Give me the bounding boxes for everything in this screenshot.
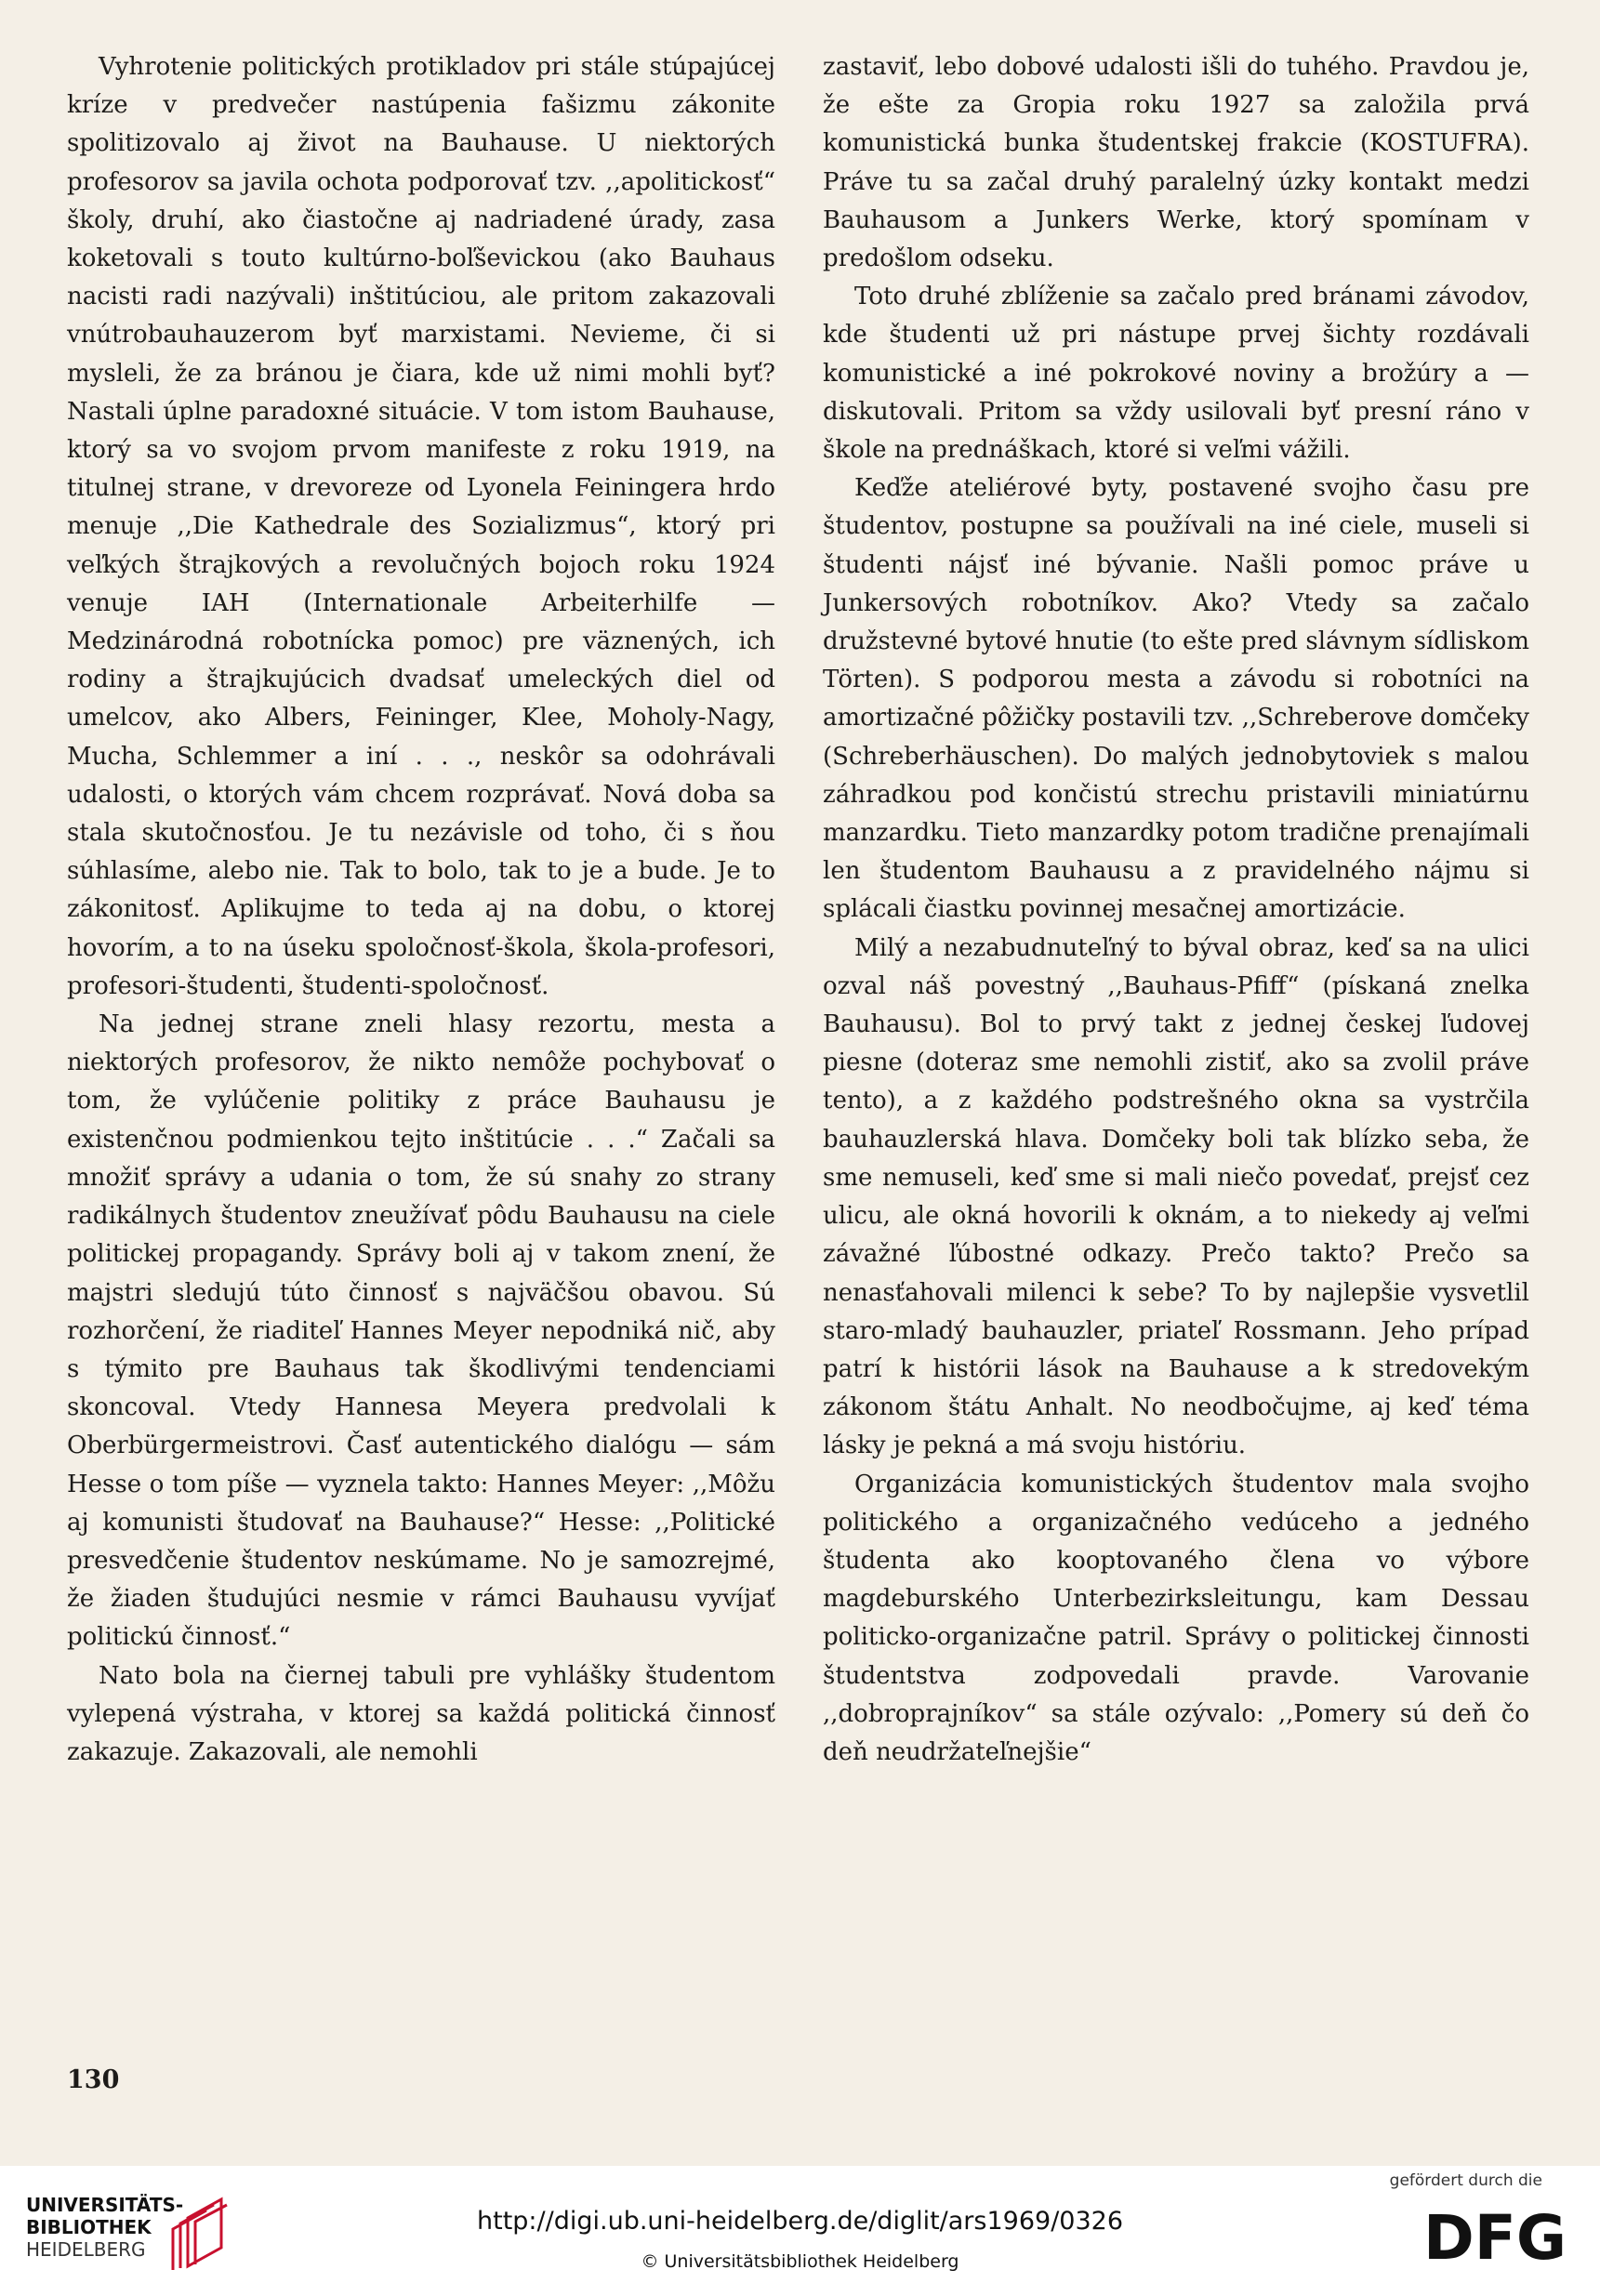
left-text-column <box>67 48 775 1772</box>
library-name-line: BIBLIOTHEK <box>26 2216 152 2238</box>
paragraph: Organizácia komunistických študentov mala svojho politického a organizačného vedúceho a jedného študenta ako kooptovaného člena vo výbore magdeburského Unterbezirksleitungu, kam Dessau politicko-organizačne patril. Správy o politickej činnosti študentstva zodpovedali pravde. Varovanie ,,dobroprajníkov“ sa stále ozývalo: ,,Pomery sú deň čo deň neudržateľnejšie“ <box>823 1470 1529 1766</box>
library-name-line: UNIVERSITÄTS- <box>26 2194 184 2216</box>
page-number: 130 <box>67 2065 120 2094</box>
right-text-column <box>823 48 1529 1772</box>
funded-by-label: gefördert durch die <box>1389 2171 1542 2190</box>
paragraph: Vyhrotenie politických protikladov pri stále stúpajúcej kríze v predvečer nastúpenia fašizmu zákonite spolitizovalo aj život na Bauhause. U niektorých profesorov sa javila ochota podporovať tzv. ,,apolitickosť“ školy, druhí, ako čiastočne aj nadriadené úrady, zasa koketovali s touto kultúrno-boľševickou (ako Bauhaus nacisti radi nazývali) inštitúciou, ale pritom zakazovali vnútrobauhauzerom byť marxistami. Nevieme, či si mysleli, že za bránou je čiara, kde už nimi mohli byť? Nastali úplne paradoxné situácie. V tom istom Bauhause, ktorý sa vo svojom prvom manifeste z roku 1919, na titulnej strane, v drevoreze od Lyonela Feiningera hrdo menuje ,,Die Kathedrale des Sozializmus“, ktorý pri veľkých štrajkových a revolučných bojoch roku 1924 venuje IAH (Internationale Arbeiterhilfe — Medzinárodná robotnícka pomoc) pre väznených, ich rodiny a štrajkujúcich dvadsať umeleckých diel od umelcov, ako Albers, Feininger, Klee, Moholy-Nagy, Mucha, Schlemmer a iní . . ., neskôr sa odohrávali udalosti, o ktorých vám chcem rozprávať. Nová doba sa stala skutočnosťou. Je tu nezávisle od toho, či s ňou súhlasíme, alebo nie. Tak to bolo, tak to je a bude. Je to zákonitosť. Aplikujme to teda aj na dobu, o ktorej hovorím, a to na úseku spoločnosť-škola, škola-profesori, profesori-študenti, študenti-spoločnosť. <box>67 53 775 1000</box>
paragraph: Keďže ateliérové byty, postavené svojho času pre študentov, postupne sa používali na iné ciele, museli si študenti nájsť iné bývanie. Našli pomoc práve u Junkersových robotníkov. Ako? Vtedy sa začalo družstevné bytové hnutie (to ešte pred slávnym sídliskom Törten). S podporou mesta a závodu si robotníci na amortizačné pôžičky postavili tzv. ,,Schreberove domčeky (Schreberhäuschen). Do malých jednobytoviek s malou záhradkou pod končistú strechu pristavili miniatúrnu manzardku. Tieto manzardky potom tradične prenajímali len študentom Bauhausu a z pravidelného nájmu si splácali čiastku povinnej mesačnej amortizácie. <box>823 474 1529 924</box>
paragraph: Na jednej strane zneli hlasy rezortu, mesta a niektorých profesorov, že nikto nemôže pochybovať o tom, že vylúčenie politiky z práce Bauhausu je existenčnou podmienkou tejto inštitúcie . . .“ Začali sa množiť správy a udania o tom, že sú snahy zo strany radikálnych študentov zneužívať pôdu Bauhausu na ciele politickej propagandy. Správy boli aj v takom znení, že majstri sledujú túto činnosť s najväčšou obavou. Sú rozhorčení, že riaditeľ Hannes Meyer nepodniká nič, aby s týmito pre Bauhaus tak škodlivými tendenciami skoncoval. Vtedy Hannesa Meyera predvolali k Oberbürgermeistrovi. Časť autentického dialógu — sám Hesse o tom píše — vyznela takto: Hannes Meyer: ,,Môžu aj komunisti študovať na Bauhause?“ Hesse: ,,Politické presvedčenie študentov neskúmame. No je samozrejmé, že žiaden študujúci nesmie v rámci Bauhausu vyvíjať politickú činnosť.“ <box>67 1010 775 1652</box>
paragraph: Toto druhé zblíženie sa začalo pred bránami závodov, kde študenti už pri nástupe prvej šichty rozdávali komunistické a iné pokrokové noviny a brožúry a — diskutovali. Pritom sa vždy usilovali byť presní ráno v škole na prednáškach, ktoré si veľmi vážili. <box>823 283 1529 465</box>
library-name-line: HEIDELBERG <box>26 2238 146 2261</box>
paragraph: zastaviť, lebo dobové udalosti išli do tuhého. Pravdou je, že ešte za Gropia roku 1927 sa založila prvá komunistická bunka študentskej frakcie (KOSTUFRA). Práve tu sa začal druhý paralelný úzky kontakt medzi Bauhausom a Junkers Werke, ktorý spomínam v predošlom odseku. <box>823 53 1529 273</box>
source-url-link[interactable]: http://digi.ub.uni-heidelberg.de/diglit/ars1969/0326 <box>477 2207 1123 2236</box>
copyright-notice: © Universitätsbibliothek Heidelberg <box>641 2251 959 2272</box>
paragraph: Nato bola na čiernej tabuli pre vyhlášky študentom vylepená výstraha, v ktorej sa každá politická činnosť zakazuje. Zakazovali, ale nemohli <box>67 1661 775 1766</box>
dfg-logo-text: DFG <box>1422 2205 1567 2266</box>
footer-bar <box>0 2166 1600 2296</box>
dfg-logo-icon[interactable] <box>1414 2205 1576 2266</box>
paragraph: Milý a nezabudnuteľný to býval obraz, keď sa na ulici ozval náš povestný ,,Bauhaus-Pfiff“ (pískaná znelka Bauhausu). Bol to prvý takt z jednej českej ľudovej piesne (doteraz sme nemohli zistiť, ako sa zvolil práve tento), a z každého podstrešného okna sa vystrčila bauhauzlerská hlava. Domčeky boli tak blízko seba, že sme nemuseli, keď sme si mali niečo povedať, prejsť cez ulicu, ale okná hovorili k oknám, a to niekedy aj veľmi závažné ľúbostné odkazy. Prečo takto? Prečo sa nenasťahovali milenci k sebe? To by najlepšie vysvetlil staro-mladý bauhauzler, priateľ Rossmann. Jeho prípad patrí k histórii lások na Bauhause a k stredovekým zákonom štátu Anhalt. No neodbočujme, aj keď téma lásky je pekná a má svoju históriu. <box>823 933 1529 1460</box>
